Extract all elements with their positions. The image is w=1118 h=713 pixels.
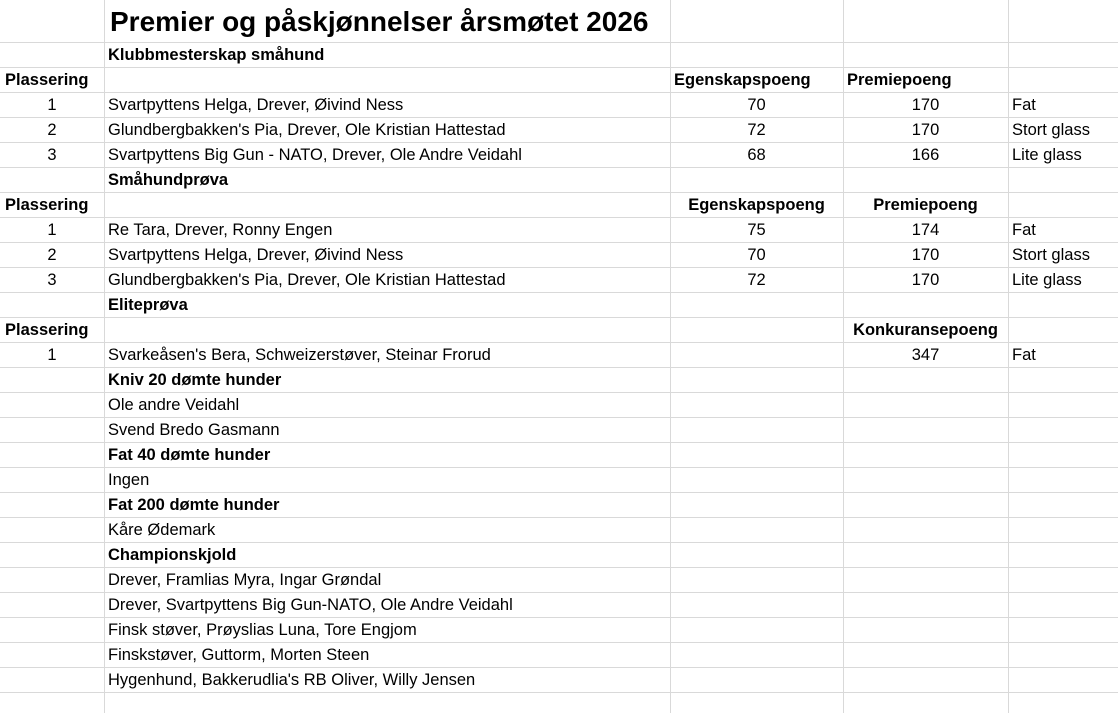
list-item[interactable]: Ole andre Veidahl (108, 396, 240, 414)
cell-egenskapspoeng[interactable]: 72 (747, 271, 766, 289)
list-item[interactable]: Finskstøver, Guttorm, Morten Steen (108, 646, 370, 664)
list-item[interactable]: Svend Bredo Gasmann (108, 421, 280, 439)
section-heading-smahundprova[interactable]: Småhundprøva (108, 171, 229, 189)
section-heading-fat200[interactable]: Fat 200 dømte hunder (108, 496, 280, 514)
header-premiepoeng[interactable]: Premiepoeng (847, 71, 952, 89)
header-egenskapspoeng[interactable]: Egenskapspoeng (674, 71, 811, 89)
section-heading-fat40[interactable]: Fat 40 dømte hunder (108, 446, 271, 464)
cell-premiepoeng[interactable]: 170 (911, 96, 940, 114)
cell-prize[interactable]: Fat (1012, 346, 1036, 364)
header-plassering[interactable]: Plassering (5, 321, 89, 339)
header-premiepoeng[interactable]: Premiepoeng (873, 196, 978, 214)
section-heading-eliteprova[interactable]: Eliteprøva (108, 296, 188, 314)
section-heading-championskjold[interactable]: Championskjold (108, 546, 237, 564)
cell-name[interactable]: Svartpyttens Big Gun - NATO, Drever, Ole Andre Veidahl (108, 146, 522, 164)
page-title[interactable]: Premier og påskjønnelser årsmøtet 2026 (110, 6, 649, 37)
cell-prize[interactable]: Fat (1012, 221, 1036, 239)
header-egenskapspoeng[interactable]: Egenskapspoeng (688, 196, 825, 214)
cell-name[interactable]: Glundbergbakken's Pia, Drever, Ole Kristian Hattestad (108, 121, 506, 139)
cell-place[interactable]: 3 (47, 271, 57, 289)
cell-premiepoeng[interactable]: 174 (911, 221, 940, 239)
cell-egenskapspoeng[interactable]: 75 (747, 221, 766, 239)
cell-prize[interactable]: Stort glass (1012, 121, 1090, 139)
cell-place[interactable]: 2 (47, 121, 57, 139)
cell-prize[interactable]: Lite glass (1012, 146, 1082, 164)
section-heading-kniv20[interactable]: Kniv 20 dømte hunder (108, 371, 282, 389)
header-plassering[interactable]: Plassering (5, 71, 89, 89)
list-item[interactable]: Drever, Framlias Myra, Ingar Grøndal (108, 571, 382, 589)
cell-prize[interactable]: Fat (1012, 96, 1036, 114)
cell-konkuransepoeng[interactable]: 347 (911, 346, 940, 364)
cell-premiepoeng[interactable]: 170 (911, 121, 940, 139)
cell-premiepoeng[interactable]: 170 (911, 246, 940, 264)
cell-place[interactable]: 3 (47, 146, 57, 164)
cell-place[interactable]: 1 (47, 96, 57, 114)
cell-name[interactable]: Svartpyttens Helga, Drever, Øivind Ness (108, 246, 404, 264)
cell-prize[interactable]: Lite glass (1012, 271, 1082, 289)
cell-egenskapspoeng[interactable]: 68 (747, 146, 766, 164)
section-heading-klubbmesterskap[interactable]: Klubbmesterskap småhund (108, 46, 325, 64)
cell-place[interactable]: 2 (47, 246, 57, 264)
cell-prize[interactable]: Stort glass (1012, 246, 1090, 264)
list-item[interactable]: Drever, Svartpyttens Big Gun-NATO, Ole Andre Veidahl (108, 596, 513, 614)
cell-egenskapspoeng[interactable]: 70 (747, 96, 766, 114)
cell-name[interactable]: Re Tara, Drever, Ronny Engen (108, 221, 333, 239)
cell-place[interactable]: 1 (47, 221, 57, 239)
cell-name[interactable]: Svarkeåsen's Bera, Schweizerstøver, Steinar Frorud (108, 346, 491, 364)
cell-egenskapspoeng[interactable]: 70 (747, 246, 766, 264)
cell-name[interactable]: Svartpyttens Helga, Drever, Øivind Ness (108, 96, 404, 114)
cell-premiepoeng[interactable]: 170 (911, 271, 940, 289)
list-item[interactable]: Ingen (108, 471, 150, 489)
list-item[interactable]: Finsk støver, Prøyslias Luna, Tore Engjom (108, 621, 417, 639)
list-item[interactable]: Hygenhund, Bakkerudlia's RB Oliver, Willy Jensen (108, 671, 476, 689)
cell-place[interactable]: 1 (47, 346, 57, 364)
header-konkuransepoeng[interactable]: Konkuransepoeng (853, 321, 998, 339)
header-plassering[interactable]: Plassering (5, 196, 89, 214)
cell-name[interactable]: Glundbergbakken's Pia, Drever, Ole Kristian Hattestad (108, 271, 506, 289)
cell-egenskapspoeng[interactable]: 72 (747, 121, 766, 139)
cell-premiepoeng[interactable]: 166 (911, 146, 940, 164)
list-item[interactable]: Kåre Ødemark (108, 521, 216, 539)
